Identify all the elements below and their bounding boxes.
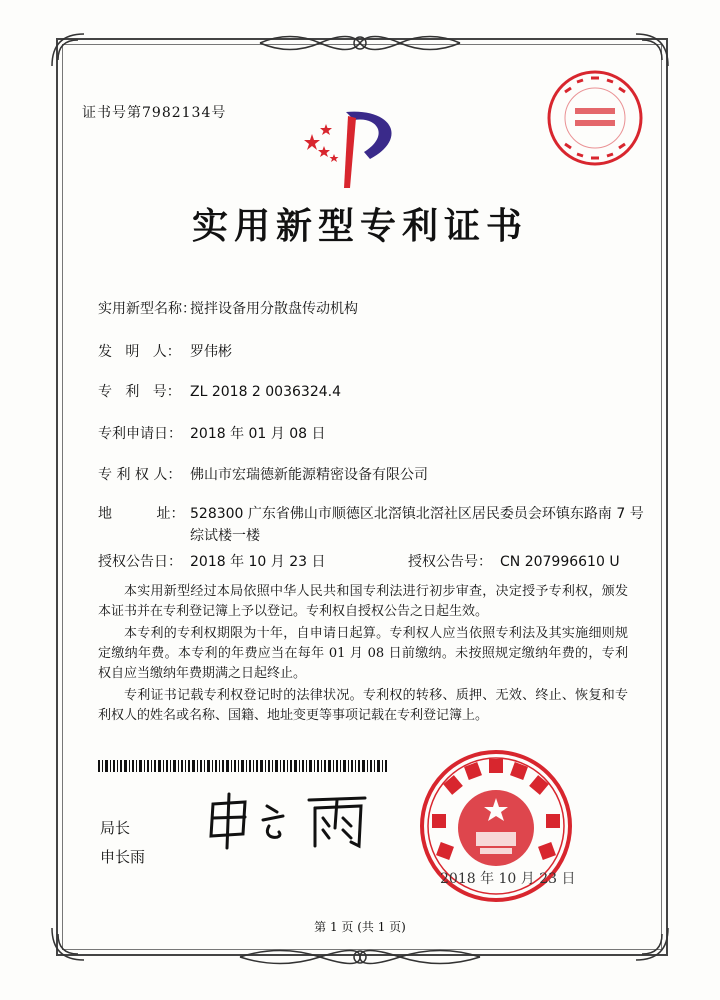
field-label: 专 利 号： bbox=[98, 384, 181, 400]
field-value: 搅拌设备用分散盘传动机构 bbox=[190, 301, 358, 317]
field-label: 专利申请日： bbox=[98, 426, 182, 442]
seal-date: 2018 年 10 月 23 日 bbox=[440, 871, 576, 887]
bottom-ornament-icon bbox=[230, 942, 490, 972]
cnipa-logo-icon bbox=[298, 104, 418, 194]
field-inventor bbox=[98, 341, 232, 361]
page-number: 第 1 页 (共 1 页) bbox=[314, 920, 406, 934]
field-value: 佛山市宏瑞德新能源精密设备有限公司 bbox=[190, 467, 428, 483]
certificate-title: 实用新型专利证书 bbox=[191, 206, 528, 247]
field-filing-date bbox=[98, 423, 326, 443]
corner-ornament-top-right-icon bbox=[632, 30, 672, 70]
field-label: 专 利 权 人： bbox=[98, 467, 182, 483]
field-grant-number bbox=[408, 551, 620, 571]
barcode-icon bbox=[98, 760, 388, 772]
field-label: 授权公告日： bbox=[98, 554, 182, 570]
paragraph-grant-statement: 本实用新型经过本局依照中华人民共和国专利法进行初步审查，决定授予专利权，颁发本证书并在专利登记簿上予以登记。专利权自授权公告之日起生效。 bbox=[98, 584, 628, 619]
tax-bureau-stamp-icon bbox=[545, 68, 645, 168]
top-ornament-icon bbox=[250, 28, 470, 58]
field-label: 地 址： bbox=[98, 506, 185, 522]
field-value: CN 207996610 U bbox=[500, 554, 620, 570]
field-grant-date bbox=[98, 551, 326, 571]
field-patent-number bbox=[98, 381, 341, 401]
field-patentee bbox=[98, 464, 428, 484]
handwritten-signature-icon bbox=[205, 790, 375, 850]
field-utility-model-name bbox=[98, 298, 358, 318]
paragraph-legal-status: 专利证书记载专利权登记时的法律状况。专利权的转移、质押、无效、终止、恢复和专利权人的姓名或名称、国籍、地址变更等事项记载在专利登记簿上。 bbox=[98, 688, 628, 723]
field-label: 授权公告号： bbox=[408, 554, 492, 570]
field-value: 2018 年 10 月 23 日 bbox=[190, 554, 326, 570]
field-value: ZL 2018 2 0036324.4 bbox=[190, 384, 341, 400]
field-label: 发 明 人： bbox=[98, 344, 181, 360]
field-value: 528300 广东省佛山市顺德区北滘镇北滘社区居民委员会环镇东路南 7 号综试楼一楼 bbox=[190, 506, 644, 544]
corner-ornament-top-left-icon bbox=[48, 30, 88, 70]
director-name: 申长雨 bbox=[100, 848, 146, 866]
field-label: 实用新型名称： bbox=[98, 301, 196, 317]
field-value: 2018 年 01 月 08 日 bbox=[190, 426, 326, 442]
director-title: 局长 bbox=[100, 819, 131, 837]
field-value: 罗伟彬 bbox=[190, 344, 232, 360]
paragraph-term-fees: 本专利的专利权期限为十年，自申请日起算。专利权人应当依照专利法及其实施细则规定缴纳年费。本专利的年费应当在每年 01 月 08 日前缴纳。未按照规定缴纳年费的，专利权自应当缴纳年费期满之日起终止。 bbox=[98, 626, 628, 681]
certificate-number: 证书号第7982134号 bbox=[82, 105, 227, 121]
